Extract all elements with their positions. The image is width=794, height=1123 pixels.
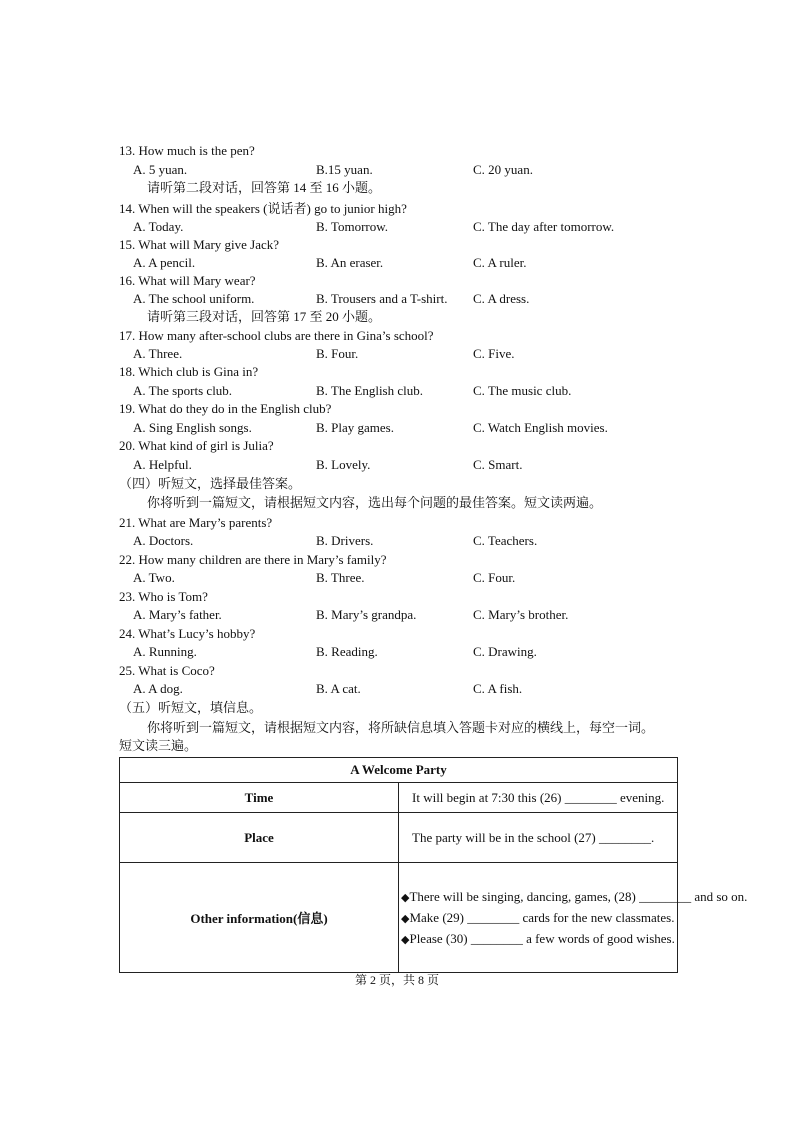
- option-c: C. The day after tomorrow.: [473, 219, 615, 234]
- option-b: B. Lovely.: [316, 457, 371, 472]
- options-22: [0, 569, 794, 587]
- option-c: C. Four.: [473, 570, 516, 585]
- section-5-description: [0, 719, 794, 737]
- option-a: A. Two.: [133, 570, 175, 585]
- options-18: [0, 382, 794, 400]
- question-20: [0, 437, 794, 455]
- question-19: [0, 400, 794, 418]
- question-text: 13. How much is the pen?: [119, 143, 255, 158]
- question-text: 25. What is Coco?: [119, 663, 215, 678]
- option-a: A. A dog.: [133, 681, 183, 696]
- question-25: [0, 662, 794, 680]
- option-a: A. Running.: [133, 644, 197, 659]
- question-23: [0, 588, 794, 606]
- info-item: [401, 886, 748, 907]
- option-c: C. Drawing.: [473, 644, 537, 659]
- question-text: 24. What’s Lucy’s hobby?: [119, 626, 256, 641]
- time-label: Time: [120, 783, 399, 813]
- option-a: A. Today.: [133, 219, 184, 234]
- option-b: B. Mary’s grandpa.: [316, 607, 417, 622]
- option-c: C. Teachers.: [473, 533, 538, 548]
- info-text: There will be singing, dancing, games, (28) ________ and so on.: [409, 889, 748, 904]
- diamond-bullet-icon: ◆: [401, 934, 410, 946]
- question-text: 23. Who is Tom?: [119, 589, 208, 604]
- option-b: B. Four.: [316, 346, 359, 361]
- option-c: C. 20 yuan.: [473, 162, 533, 177]
- question-21: [0, 514, 794, 532]
- options-16: [0, 290, 794, 308]
- option-c: C. A dress.: [473, 291, 530, 306]
- option-c: C. Smart.: [473, 457, 523, 472]
- option-a: A. Doctors.: [133, 533, 194, 548]
- options-23: [0, 606, 794, 624]
- page-footer: 第 2 页，共 8 页: [354, 973, 439, 987]
- section-5-description-cont: [0, 737, 794, 755]
- option-b: B. Drivers.: [316, 533, 374, 548]
- info-text: Please (30) ________ a few words of good wishes.: [409, 931, 675, 946]
- section-4-description: [0, 494, 794, 512]
- question-13: [0, 142, 794, 160]
- options-25: [0, 680, 794, 698]
- question-text: 22. How many children are there in Mary’s family?: [119, 552, 387, 567]
- welcome-party-table: [119, 757, 748, 973]
- section-4-title: [0, 475, 794, 493]
- options-21: [0, 532, 794, 550]
- option-b: B.15 yuan.: [316, 162, 373, 177]
- option-b: B. An eraser.: [316, 255, 384, 270]
- question-text: 18. Which club is Gina in?: [119, 364, 259, 379]
- place-value: The party will be in the school (27) ________.: [399, 813, 678, 863]
- options-17: [0, 345, 794, 363]
- question-16: [0, 272, 794, 290]
- section-description: 你将听到一篇短文，请根据短文内容，将所缺信息填入答题卡对应的横线上，每空一词。: [147, 720, 655, 735]
- question-24: [0, 625, 794, 643]
- option-c: C. Mary’s brother.: [473, 607, 569, 622]
- other-info-label: Other information(信息): [120, 863, 399, 973]
- info-text: Make (29) ________ cards for the new classmates.: [409, 910, 675, 925]
- question-text: 14. When will the speakers (说话者) go to junior high?: [119, 201, 407, 216]
- option-b: B. Play games.: [316, 420, 394, 435]
- instruction-dialog-2: [0, 179, 794, 197]
- question-15: [0, 236, 794, 254]
- options-13: [0, 161, 794, 179]
- option-b: B. Reading.: [316, 644, 378, 659]
- section-description: 短文读三遍。: [119, 738, 198, 753]
- option-a: A. The sports club.: [133, 383, 233, 398]
- instruction-text: 请听第二段对话，回答第 14 至 16 小题。: [147, 180, 382, 195]
- option-b: B. Trousers and a T-shirt.: [316, 291, 448, 306]
- options-20: [0, 456, 794, 474]
- options-15: [0, 254, 794, 272]
- option-b: B. The English club.: [316, 383, 424, 398]
- options-14: [0, 218, 794, 236]
- options-24: [0, 643, 794, 661]
- option-b: B. A cat.: [316, 681, 361, 696]
- section-description: 你将听到一篇短文，请根据短文内容，选出每个问题的最佳答案。短文读两遍。: [147, 495, 603, 510]
- question-text: 21. What are Mary’s parents?: [119, 515, 273, 530]
- question-text: 19. What do they do in the English club?: [119, 401, 332, 416]
- instruction-text: 请听第三段对话，回答第 17 至 20 小题。: [147, 309, 382, 324]
- diamond-bullet-icon: ◆: [401, 892, 410, 904]
- option-a: A. Sing English songs.: [133, 420, 252, 435]
- question-text: 15. What will Mary give Jack?: [119, 237, 280, 252]
- option-b: B. Three.: [316, 570, 365, 585]
- table-title: A Welcome Party: [120, 758, 678, 783]
- question-text: 16. What will Mary wear?: [119, 273, 256, 288]
- question-text: 17. How many after-school clubs are there in Gina’s school?: [119, 328, 434, 343]
- question-17: [0, 327, 794, 345]
- option-a: A. Helpful.: [133, 457, 192, 472]
- section-title: （四）听短文，选择最佳答案。: [119, 476, 302, 491]
- table-row-time: [120, 783, 678, 813]
- option-c: C. The music club.: [473, 383, 572, 398]
- options-19: [0, 419, 794, 437]
- option-c: C. Watch English movies.: [473, 420, 608, 435]
- info-item: [401, 928, 677, 949]
- other-info-list: [399, 863, 748, 973]
- option-a: A. The school uniform.: [133, 291, 255, 306]
- option-a: A. A pencil.: [133, 255, 196, 270]
- question-14: [0, 200, 794, 218]
- time-value: It will begin at 7:30 this (26) ________ evening.: [399, 783, 678, 813]
- option-c: C. Five.: [473, 346, 515, 361]
- table-row-other: [120, 863, 678, 973]
- info-item: [401, 907, 677, 928]
- option-b: B. Tomorrow.: [316, 219, 389, 234]
- diamond-bullet-icon: ◆: [401, 913, 410, 925]
- option-a: A. Three.: [133, 346, 183, 361]
- option-c: C. A ruler.: [473, 255, 527, 270]
- question-text: 20. What kind of girl is Julia?: [119, 438, 274, 453]
- question-22: [0, 551, 794, 569]
- option-c: C. A fish.: [473, 681, 523, 696]
- table-row-place: [120, 813, 678, 863]
- option-a: A. 5 yuan.: [133, 162, 188, 177]
- place-label: Place: [120, 813, 399, 863]
- section-title: （五）听短文，填信息。: [119, 700, 263, 715]
- instruction-dialog-3: [0, 308, 794, 326]
- section-5-title: [0, 699, 794, 717]
- option-a: A. Mary’s father.: [133, 607, 222, 622]
- question-18: [0, 363, 794, 381]
